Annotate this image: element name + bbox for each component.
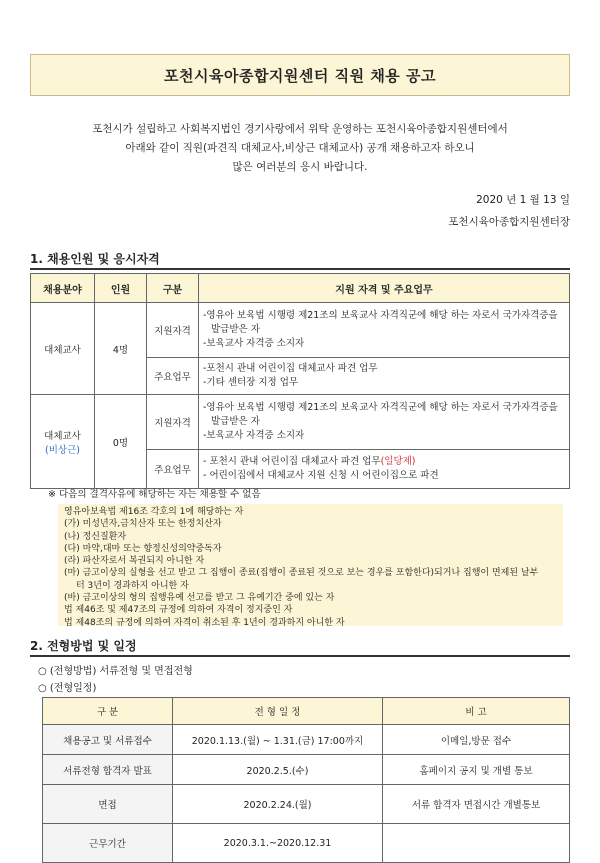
col-header-schedule: 전 형 일 정 xyxy=(173,698,383,725)
disq-item: (가) 미성년자,금치산자 또는 한정치산자 xyxy=(64,519,222,530)
table-row xyxy=(43,755,570,785)
page-title-box xyxy=(30,54,570,96)
announcement-date: 2020 년 1 월 13 일 xyxy=(476,194,570,206)
schedule-type: 면접 xyxy=(43,785,173,824)
duty-line xyxy=(203,455,565,469)
count-cell: 4명 xyxy=(95,303,147,395)
duty-label: 주요업무 xyxy=(147,450,199,489)
schedule-label: ○ (전형일정) xyxy=(38,683,97,694)
col-header-qualification: 지원 자격 및 주요업무 xyxy=(199,274,570,303)
qual-cell xyxy=(199,303,570,358)
duty-line: -포천시 관내 어린이집 대체교사 파견 업무 xyxy=(203,363,378,374)
schedule-note: 이메일,방문 접수 xyxy=(383,725,570,755)
table-row xyxy=(31,395,570,450)
duty-label: 주요업무 xyxy=(147,358,199,395)
disqualification-box xyxy=(58,504,563,626)
page-title: 포천시육아종합지원센터 직원 채용 공고 xyxy=(164,66,436,85)
duty-line: -기타 센터장 지정 업무 xyxy=(203,377,299,388)
field-cell xyxy=(31,303,95,395)
section1-heading: 1. 채용인원 및 응시자격 xyxy=(30,252,160,266)
disq-item: (라) 파산자로서 복권되지 아니한 자 xyxy=(64,556,205,567)
section2-heading: 2. 전형방법 및 일정 xyxy=(30,639,137,653)
disq-item: 영유아보육법 제16조 각호의 1에 해당하는 자 xyxy=(64,507,244,517)
section2-divider xyxy=(30,655,570,657)
announcing-org: 포천시육아종합지원센터장 xyxy=(448,216,570,228)
col-header-category: 구분 xyxy=(147,274,199,303)
table-row xyxy=(43,824,570,863)
field-cell xyxy=(31,395,95,489)
selection-method: ○ (전형방법) 서류전형 및 면접전형 xyxy=(38,666,193,677)
disq-item: 법 제46조 및 제47조의 규정에 의하여 자격이 정지중인 자 xyxy=(64,605,293,616)
schedule-date: 2020.3.1.~2020.12.31 xyxy=(173,824,383,863)
schedule-date: 2020.1.13.(월) ~ 1.31.(금) 17:00까지 xyxy=(173,725,383,755)
schedule-note: 홈페이지 공지 및 개별 통보 xyxy=(383,755,570,785)
col-header-count: 인원 xyxy=(95,274,147,303)
qual-line: 발급받은 자 xyxy=(211,416,260,427)
qual-line: -보육교사 자격증 소지자 xyxy=(203,338,305,349)
disq-item: (나) 정신질환자 xyxy=(64,531,127,542)
table-header-row xyxy=(31,274,570,303)
qual-label: 지원자격 xyxy=(147,395,199,450)
disq-item: (마) 금고이상의 실형을 선고 받고 그 집행이 종료(집행이 종료된 것으로 보는 경우를 포함한다)되거나 집행이 면제된 날부 xyxy=(64,568,539,579)
section1-divider xyxy=(30,268,570,270)
field-name: 대체교사 xyxy=(44,344,81,356)
qual-line: -영유아 보육법 시행령 제21조의 보육교사 자격직군에 해당 하는 자로서 국가자격증을 xyxy=(203,310,558,321)
schedule-table xyxy=(42,697,570,863)
schedule-type: 근무기간 xyxy=(43,824,173,863)
table-row xyxy=(43,725,570,755)
col-header-type: 구 분 xyxy=(43,698,173,725)
schedule-type: 서류전형 합격자 발표 xyxy=(43,755,173,785)
qual-line: 발급받은 자 xyxy=(211,324,260,335)
recruitment-table xyxy=(30,273,570,489)
disq-item: (바) 금고이상의 형의 집행유예 선고를 받고 그 유예기간 중에 있는 자 xyxy=(64,593,335,604)
qual-label: 지원자격 xyxy=(147,303,199,358)
field-name: 대체교사 xyxy=(44,430,81,442)
disq-item: 터 3년이 경과하지 아니한 자 xyxy=(76,580,189,591)
intro-line: 많은 여러분의 응시 바랍니다. xyxy=(232,161,368,173)
table-row xyxy=(43,785,570,824)
duty-cell xyxy=(199,358,570,395)
col-header-field: 채용분야 xyxy=(31,274,95,303)
schedule-date: 2020.2.5.(수) xyxy=(173,755,383,785)
intro-line: 아래와 같이 직원(파견직 대체교사,비상근 대체교사) 공개 채용하고자 하오니 xyxy=(125,142,475,154)
schedule-note: 서류 합격자 면접시간 개별통보 xyxy=(383,785,570,824)
qual-line: -영유아 보육법 시행령 제21조의 보육교사 자격직군에 해당 하는 자로서 국가자격증을 xyxy=(203,402,558,413)
schedule-type: 채용공고 및 서류접수 xyxy=(43,725,173,755)
qual-cell xyxy=(199,395,570,450)
schedule-date: 2020.2.24.(월) xyxy=(173,785,383,824)
table-header-row xyxy=(43,698,570,725)
duty-text: - 포천시 관내 어린이집 대체교사 파견 업무 xyxy=(203,456,381,467)
field-note: (비상근) xyxy=(45,444,80,456)
col-header-note: 비 고 xyxy=(383,698,570,725)
disq-item: 법 제48조의 규정에 의하여 자격이 취소된 후 1년이 경과하지 아니한 자 xyxy=(64,617,345,628)
duty-highlight: (일당제) xyxy=(380,456,416,467)
disqualification-note: ※ 다음의 결격사유에 해당하는 자는 채용할 수 없음 xyxy=(48,489,261,500)
count-cell: 0명 xyxy=(95,395,147,489)
duty-cell xyxy=(199,450,570,489)
intro-paragraph xyxy=(30,120,570,177)
duty-line: - 어린이집에서 대체교사 지원 신청 시 어린이집으로 파견 xyxy=(203,470,439,481)
schedule-note xyxy=(383,824,570,863)
intro-line: 포천시가 설립하고 사회복지법인 경기사랑에서 위탁 운영하는 포천시육아종합지원센터에서 xyxy=(92,123,508,135)
disq-item: (다) 마약,대마 또는 향정신성의약중독자 xyxy=(64,543,222,554)
qual-line: -보육교사 자격증 소지자 xyxy=(203,430,305,441)
table-row xyxy=(31,303,570,358)
